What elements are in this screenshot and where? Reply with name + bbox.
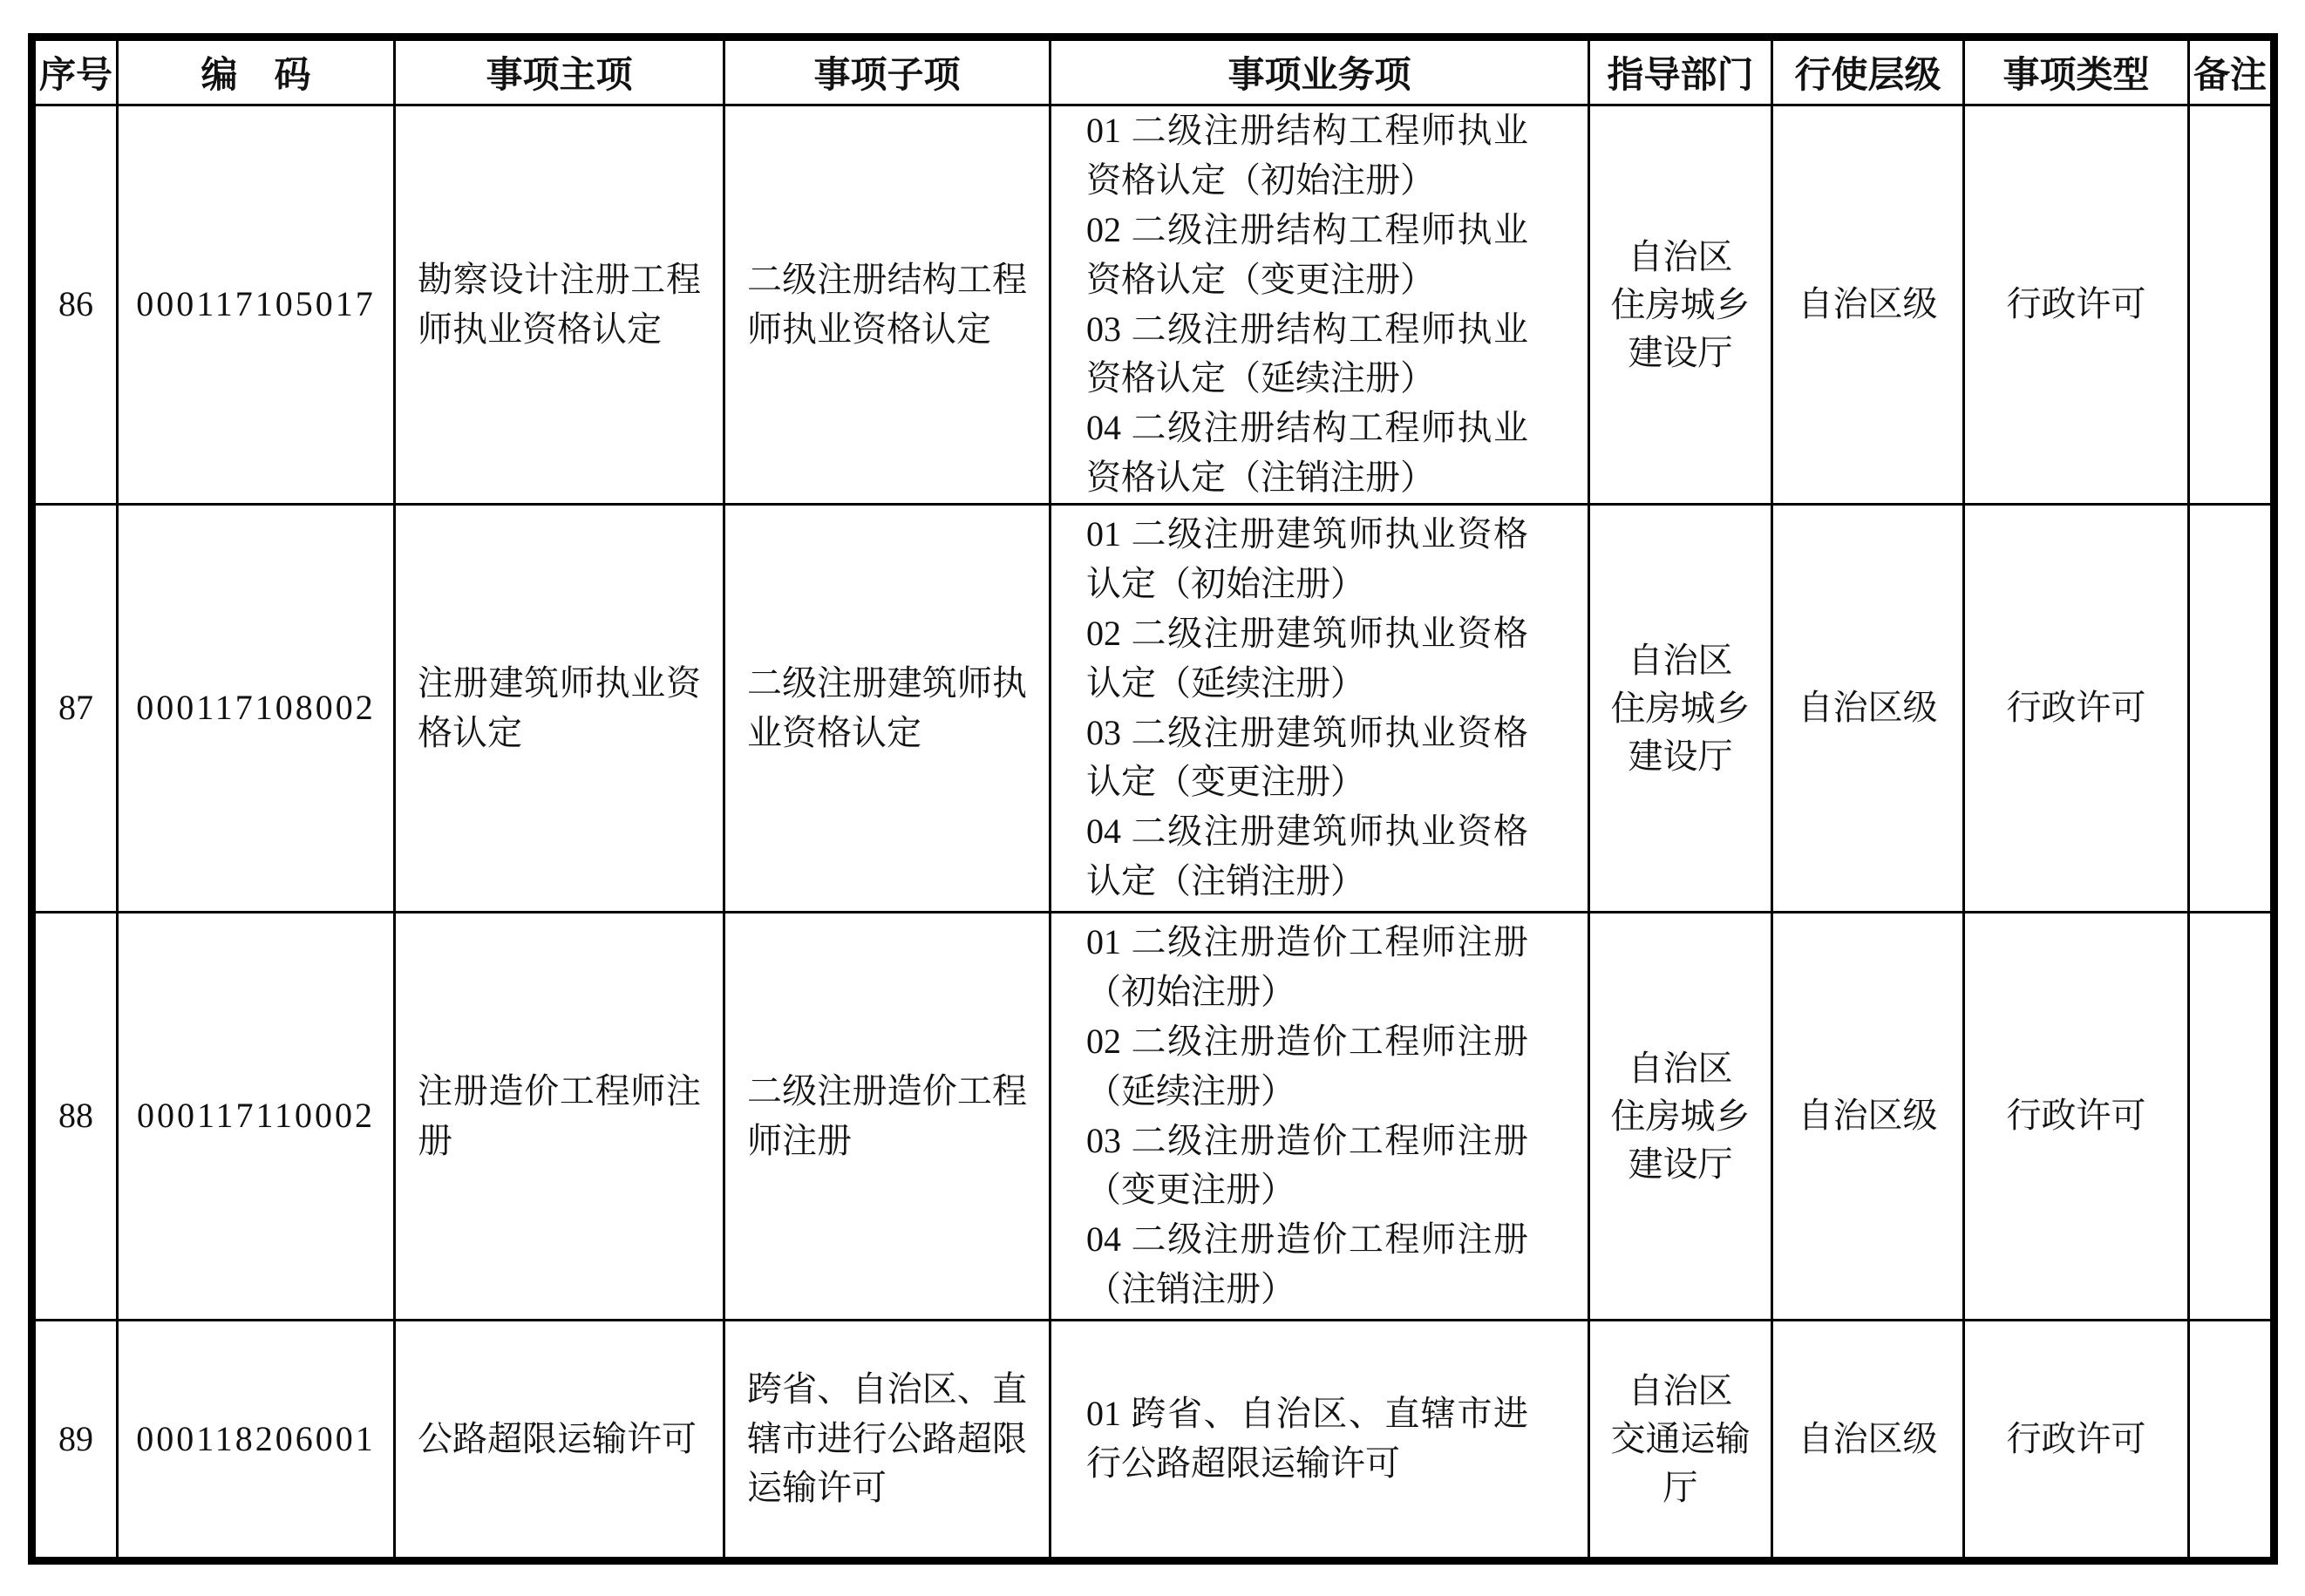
business-item: 03 二级注册造价工程师注册（变更注册） [1086,1120,1529,1210]
type-value: 行政许可 [1964,505,2189,913]
table-row-88 [32,913,2274,1321]
remark-value [2189,913,2274,1321]
code-value: 000117105017 [118,105,395,505]
seq-value: 86 [32,105,118,505]
department-line: 自治区 [1628,1048,1733,1088]
sub-item-value: 二级注册造价工程师注册 [724,913,1051,1321]
level-value: 自治区级 [1772,505,1964,913]
level-value: 自治区级 [1772,913,1964,1321]
table-row-87 [32,505,2274,913]
department-line: 住房城乡 [1610,1096,1751,1136]
header-type: 事项类型 [1964,37,2189,105]
type-value: 行政许可 [1964,1321,2189,1561]
business-item: 04 二级注册造价工程师注册（注销注册） [1086,1219,1529,1308]
business-item: 02 二级注册造价工程师注册（延续注册） [1086,1021,1529,1110]
department-line: 自治区 [1628,640,1733,680]
department-line: 自治区 [1628,236,1733,276]
department-line: 自治区 [1628,1371,1733,1411]
level-value: 自治区级 [1772,1321,1964,1561]
seq-value: 88 [32,913,118,1321]
remark-value [2189,505,2274,913]
seq-value: 89 [32,1321,118,1561]
business-item: 01 二级注册造价工程师注册（初始注册） [1086,922,1529,1012]
sub-item-value: 跨省、自治区、直辖市进行公路超限运输许可 [724,1321,1051,1561]
business-items-cell [1051,1321,1589,1561]
remark-value [2189,1321,2274,1561]
business-item: 02 二级注册结构工程师执业资格认定（变更注册） [1086,209,1529,299]
department-line: 建设厅 [1628,737,1733,777]
department-cell [1589,1321,1772,1561]
business-items-cell [1051,105,1589,505]
business-item: 04 二级注册结构工程师执业资格认定（注销注册） [1086,408,1529,497]
table-header-row [32,37,2274,105]
header-remark: 备注 [2189,37,2274,105]
main-item-value: 勘察设计注册工程师执业资格认定 [395,105,724,505]
type-value: 行政许可 [1964,105,2189,505]
department-line: 住房城乡 [1610,284,1751,324]
main-item-value: 公路超限运输许可 [395,1321,724,1561]
header-department: 指导部门 [1589,37,1772,105]
business-item: 02 二级注册建筑师执业资格认定（延续注册） [1086,613,1529,703]
business-item: 01 跨省、自治区、直辖市进行公路超限运输许可 [1086,1394,1529,1483]
business-items-cell [1051,505,1589,913]
sub-item-value: 二级注册结构工程师执业资格认定 [724,105,1051,505]
sub-item-value: 二级注册建筑师执业资格认定 [724,505,1051,913]
header-sub-item: 事项子项 [724,37,1051,105]
level-value: 自治区级 [1772,105,1964,505]
header-business-item: 事项业务项 [1051,37,1589,105]
code-value: 000117108002 [118,505,395,913]
header-seq: 序号 [32,37,118,105]
header-level: 行使层级 [1772,37,1964,105]
main-item-value: 注册造价工程师注册 [395,913,724,1321]
business-items-cell [1051,913,1589,1321]
department-cell [1589,913,1772,1321]
code-value: 000117110002 [118,913,395,1321]
header-main-item: 事项主项 [395,37,724,105]
business-item: 04 二级注册建筑师执业资格认定（注销注册） [1086,812,1529,900]
business-item: 03 二级注册结构工程师执业资格认定（延续注册） [1086,309,1529,398]
approval-items-table [28,33,2278,1565]
header-code: 编 码 [118,37,395,105]
type-value: 行政许可 [1964,913,2189,1321]
seq-value: 87 [32,505,118,913]
remark-value [2189,105,2274,505]
department-cell [1589,505,1772,913]
department-line: 建设厅 [1628,333,1733,373]
business-item: 01 二级注册结构工程师执业资格认定（初始注册） [1086,111,1529,200]
department-line: 住房城乡 [1610,688,1751,728]
main-item-value: 注册建筑师执业资格认定 [395,505,724,913]
table-row-89 [32,1321,2274,1561]
business-item: 03 二级注册建筑师执业资格认定（变更注册） [1086,712,1529,802]
department-cell [1589,105,1772,505]
code-value: 000118206001 [118,1321,395,1561]
business-item: 01 二级注册建筑师执业资格认定（初始注册） [1086,514,1529,604]
department-line: 交通运输厅 [1610,1419,1751,1507]
table-row-86 [32,105,2274,505]
department-line: 建设厅 [1628,1144,1733,1185]
